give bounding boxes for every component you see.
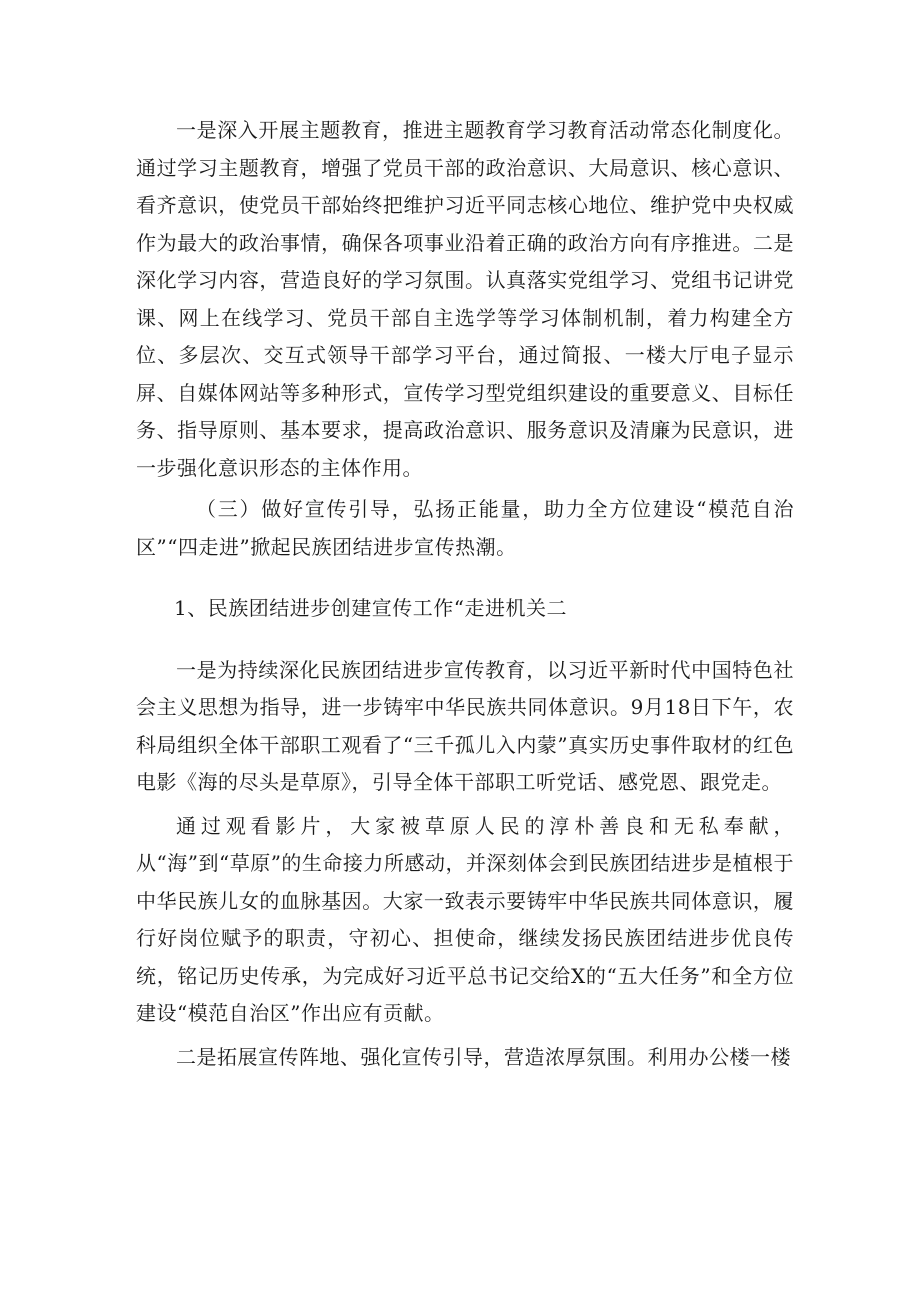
document-body: [136, 112, 794, 1076]
section-heading-publicity: （三）做好宣传引导，弘扬正能量，助力全方位建设“模范自治区”“四走进”掀起民族团结进步宣传热潮。: [136, 497, 794, 559]
paragraph-publicity-front: 二是拓展宣传阵地、强化宣传引导，营造浓厚氛围。利用办公楼一楼: [176, 1044, 791, 1069]
paragraph-film-reflection: 通过观看影片，大家被草原人民的淳朴善良和无私奉献，从“海”到“草原”的生命接力所感动，并深刻体会到民族团结进步是植根于中华民族儿女的血脉基因。大家一致表示要铸牢中华民族共同体意识，履行好岗位赋予的职责，守初心、担使命，继续发扬民族团结进步优良传统，铭记历史传承，为完成好习近平总书记交给X的“五大任务”和全方位建设“模范自治区”作出应有贡献。: [136, 813, 794, 1025]
paragraph-theme-education: 一是深入开展主题教育，推进主题教育学习教育活动常态化制度化。通过学习主题教育，增强了党员干部的政治意识、大局意识、核心意识、看齐意识，使党员干部始终把维护习近平同志核心地位、维护党中央权威作为最大的政治事情，确保各项事业沿着正确的政治方向有序推进。二是深化学习内容，营造良好的学习氛围。认真落实党组学习、党组书记讲党课、网上在线学习、党员干部自主选学等学习体制机制，着力构建全方位、多层次、交互式领导干部学习平台，通过简报、一楼大厅电子显示屏、自媒体网站等多种形式，宣传学习型党组织建设的重要意义、目标任务、指导原则、基本要求，提高政治意识、服务意识及清廉为民意识，进一步强化意识形态的主体作用。: [136, 118, 794, 480]
paragraph-film-viewing: 一是为持续深化民族团结进步宣传教育，以习近平新时代中国特色社会主义思想为指导，进一步铸牢中华民族共同体意识。9月18日下午，农科局组织全体干部职工观看了“三千孤儿入内蒙”真实历史事件取材的红色电影《海的尽头是草原》，引导全体干部职工听党话、感党恩、跟党走。: [136, 657, 794, 794]
subheading-ethnic-unity: 1、民族团结进步创建宣传工作“走进机关二: [174, 596, 567, 620]
